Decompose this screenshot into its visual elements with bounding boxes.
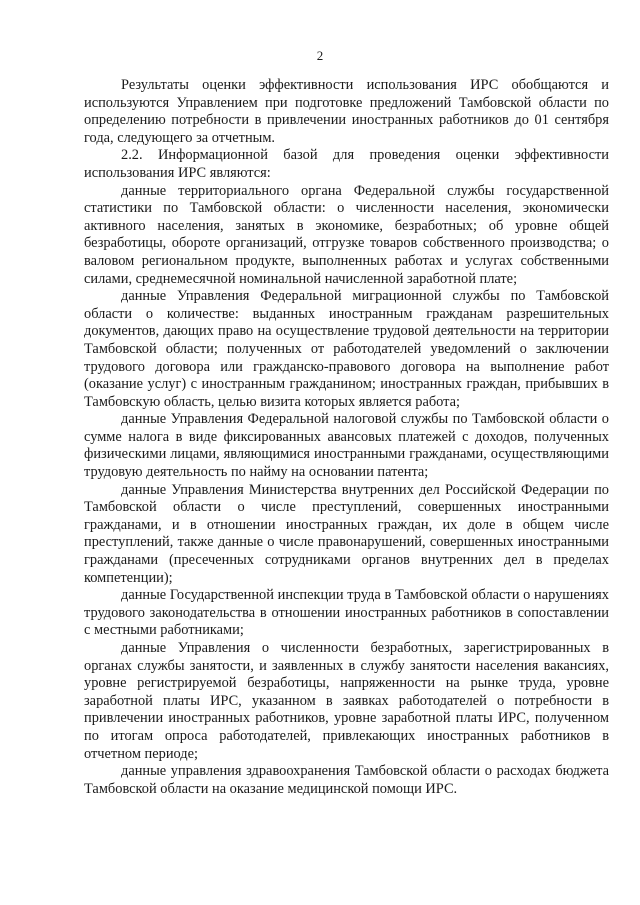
page-number: 2: [316, 48, 324, 63]
paragraph-statistics-service-data: данные территориального органа Федеральной службы государственной статистики по Тамбовской области: о численности населения, экономически активного населения, занятых в экономике, безработных; об уровне общей безработицы, обороте организаций, отгрузке товаров собственного производства; о валовом региональном продукте, выполненных работах и услугах собственными силами, среднемесячной номинальной начисленной заработной плате;: [84, 182, 609, 287]
paragraph-labor-inspection-data: данные Государственной инспекции труда в Тамбовской области о нарушениях трудового законодательства в отношении иностранных работников в сопоставлении с местными работниками;: [84, 587, 609, 639]
document-body: [84, 77, 609, 798]
paragraph-tax-service-data: данные Управления Федеральной налоговой службы по Тамбовской области о сумме налога в виде фиксированных авансовых платежей с доходов, полученных физическими лицами, являющимися иностранными гражданами, осуществляющими трудовую деятельность по найму на основании патента;: [84, 411, 609, 481]
paragraph-migration-service-data: данные Управления Федеральной миграционной службы по Тамбовской области о количестве: выданных иностранным гражданам разрешительных документов, дающих право на осуществление трудовой деятельности на территории Тамбовской области; полученных от работодателей уведомлений о заключении трудового договора или гражданско-правового договора на выполнение работ (оказание услуг) с иностранным гражданином; иностранных граждан, прибывших в Тамбовскую область, целью визита которых является работа;: [84, 288, 609, 410]
paragraph-information-base: 2.2. Информационной базой для проведения оценки эффективности использования ИРС являются:: [84, 147, 609, 181]
paragraph-healthcare-data: данные управления здравоохранения Тамбовской области о расходах бюджета Тамбовской области на оказание медицинской помощи ИРС.: [84, 763, 609, 797]
paragraph-results-usage: Результаты оценки эффективности использования ИРС обобщаются и используются Управлением при подготовке предложений Тамбовской области по определению потребности в привлечении иностранных работников до 01 сентября года, следующего за отчетным.: [84, 77, 609, 146]
paragraph-employment-data: данные Управления о численности безработных, зарегистрированных в органах службы занятости, и заявленных в службу занятости населения вакансиях, уровне регистрируемой безработицы, напряженности на рынке труда, уровне заработной платы ИРС, указанном в заявках работодателей о потребности в привлечении иностранных работников, уровне заработной платы ИРС, полученном по итогам опроса работодателей, привлекающих иностранных работников в отчетном периоде;: [84, 640, 609, 762]
paragraph-interior-ministry-data: данные Управления Министерства внутренних дел Российской Федерации по Тамбовской области о числе преступлений, совершенных иностранными гражданами, и в отношении иностранных граждан, их доле в общем числе преступлений, также данные о числе правонарушений, совершенных иностранными гражданами (пресеченных сотрудниками органов внутренних дел в пределах компетенции);: [84, 481, 609, 586]
